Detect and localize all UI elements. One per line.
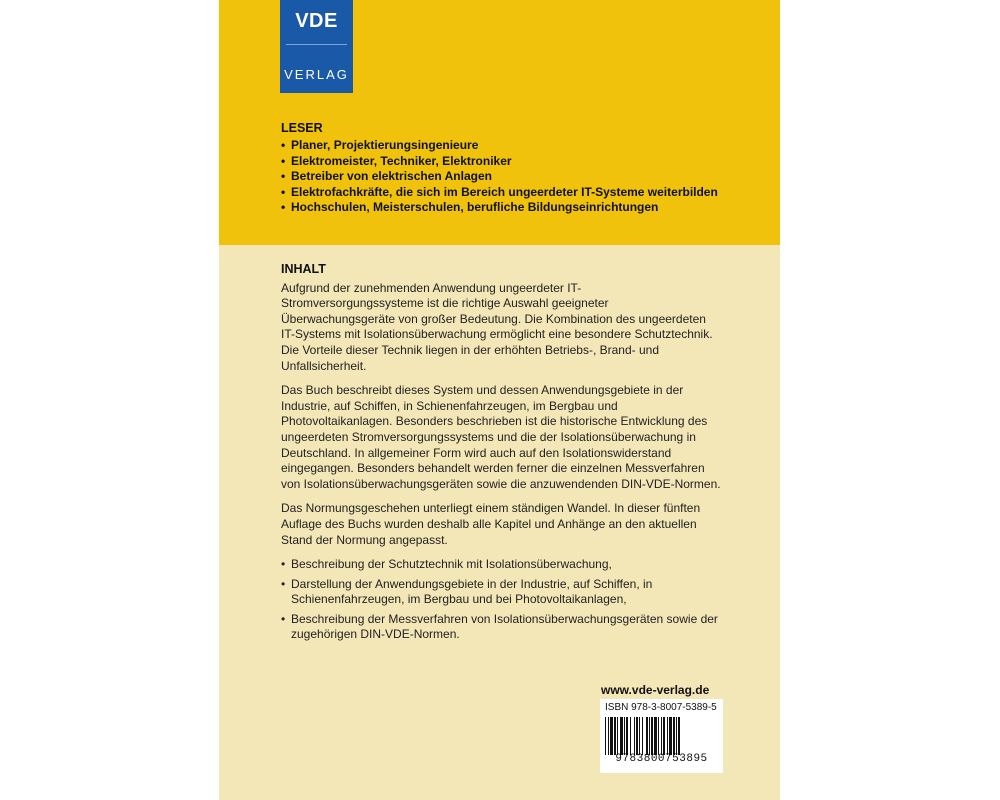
barcode-bar bbox=[608, 717, 609, 755]
inhalt-section bbox=[281, 262, 721, 647]
barcode-bar bbox=[663, 717, 665, 755]
barcode-bar bbox=[669, 717, 672, 755]
barcode-bar bbox=[610, 717, 613, 755]
barcode-bar bbox=[624, 717, 625, 755]
barcode-bar bbox=[667, 717, 668, 755]
barcode-bar bbox=[626, 717, 628, 755]
barcode-bar bbox=[676, 717, 677, 755]
inhalt-bullet: • Beschreibung der Schutztechnik mit Isolationsüberwachung, bbox=[281, 557, 721, 573]
inhalt-paragraph: Das Buch beschreibt dieses System und dessen Anwendungsgebiete in der Industrie, auf Schiffen, in Schienenfahrzeugen, im Bergbau und Photovoltaikanlagen. Besonders beschrieben ist die historische Entwicklung des ungeerdeten Stromversorgungssystems und die der Isolationsüberwachung in Deutschland. In allgemeiner Form wird auch auf den Isolationswiderstand eingegangen. Besonders behandelt werden ferner die einzelnen Messverfahren von Isolationsüberwachungsgeräten sowie die anzuwendenden DIN-VDE-Normen. bbox=[281, 383, 721, 491]
barcode-bar bbox=[630, 717, 631, 755]
barcode-bar bbox=[646, 717, 648, 755]
leser-item: • Hochschulen, Meisterschulen, berufliche Bildungseinrichtungen bbox=[281, 200, 761, 216]
barcode-bar bbox=[636, 717, 638, 755]
barcode-bar bbox=[651, 717, 653, 755]
barcode-bar bbox=[620, 717, 623, 755]
inhalt-bullet-list bbox=[281, 557, 721, 643]
logo-main-text: VDE bbox=[295, 10, 338, 32]
barcode-bars-icon bbox=[605, 717, 718, 755]
inhalt-bullet: • Beschreibung der Messverfahren von Isolationsüberwachungsgeräten sowie der zugehörigen DIN-VDE-Normen. bbox=[281, 612, 721, 643]
inhalt-paragraph: Aufgrund der zunehmenden Anwendung ungeerdeter IT-Stromversorgungssysteme ist die richtige Auswahl geeigneter Überwachungsgeräte von großer Bedeutung. Die Kombination des ungeerdeten IT-Systems mit Isolationsüberwachung ermöglicht eine besondere Schutztechnik. Die Vorteile dieser Technik liegen in der erhöhten Betriebs-, Brand- und Unfallsicherheit. bbox=[281, 280, 713, 373]
barcode-number: 9783800753895 bbox=[615, 753, 708, 765]
barcode-bar bbox=[678, 717, 680, 755]
leser-section bbox=[281, 121, 761, 216]
leser-item: • Betreiber von elektrischen Anlagen bbox=[281, 169, 761, 185]
leser-heading: LESER bbox=[281, 121, 323, 135]
publisher-website: www.vde-verlag.de bbox=[601, 683, 710, 697]
leser-item: • Elektromeister, Techniker, Elektroniker bbox=[281, 154, 761, 170]
leser-item: • Elektrofachkräfte, die sich im Bereich ungeerdeter IT-Systeme weiterbilden bbox=[281, 185, 761, 201]
inhalt-bullet: • Darstellung der Anwendungsgebiete in der Industrie, auf Schiffen, in Schienenfahrzeugen, im Bergbau und bei Photovoltaikanlagen, bbox=[281, 577, 721, 608]
barcode-bar bbox=[639, 717, 640, 755]
barcode-bar bbox=[617, 717, 618, 755]
logo-sub-text: VERLAG bbox=[284, 67, 349, 82]
inhalt-paragraph: Das Normungsgeschehen unterliegt einem ständigen Wandel. In dieser fünften Auflage des Buchs wurden deshalb alle Kapitel und Anhänge an den aktuellen Stand der Normung angepasst. bbox=[281, 501, 701, 547]
top-yellow-band bbox=[219, 0, 780, 245]
book-back-cover bbox=[219, 0, 780, 800]
barcode-bar bbox=[634, 717, 635, 755]
vde-verlag-logo bbox=[280, 0, 353, 93]
barcode-bar bbox=[605, 717, 606, 755]
barcode-bar bbox=[661, 717, 662, 755]
logo-divider bbox=[286, 44, 347, 45]
isbn-label: ISBN 978-3-8007-5389-5 bbox=[605, 702, 717, 713]
barcode-bar bbox=[658, 717, 659, 755]
barcode-bar bbox=[649, 717, 650, 755]
leser-list bbox=[281, 138, 761, 216]
barcode-bar bbox=[642, 717, 643, 755]
barcode-bar bbox=[654, 717, 657, 755]
isbn-barcode bbox=[600, 699, 723, 773]
barcode-bar bbox=[614, 717, 616, 755]
barcode-bar bbox=[673, 717, 675, 755]
inhalt-heading: INHALT bbox=[281, 262, 326, 276]
leser-item: • Planer, Projektierungsingenieure bbox=[281, 138, 761, 154]
